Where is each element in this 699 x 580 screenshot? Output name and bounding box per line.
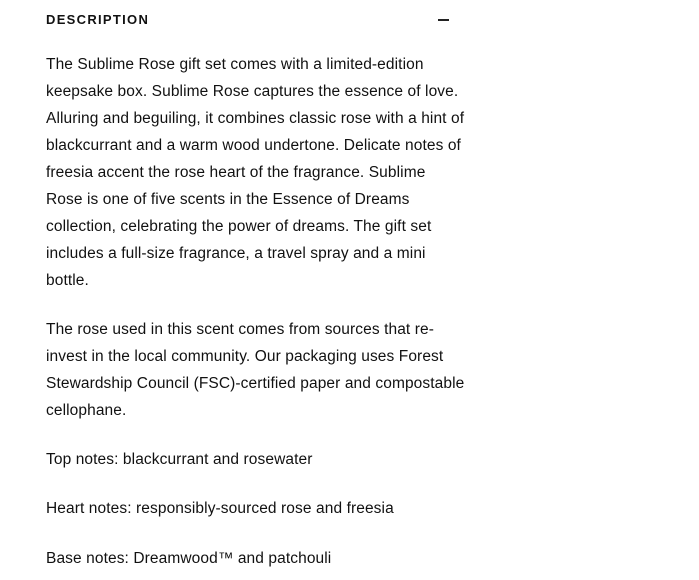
description-title: DESCRIPTION xyxy=(46,11,150,27)
description-paragraph-2: The rose used in this scent comes from sources that re-invest in the local community. Our packaging uses Forest Stewardship Council (FSC)-certified paper and compostable cellophane. xyxy=(46,321,465,419)
minus-icon[interactable] xyxy=(438,15,449,25)
description-section xyxy=(46,0,466,567)
heart-notes-text: Heart notes: responsibly-sourced rose and freesia xyxy=(46,500,394,517)
description-paragraph-1: The Sublime Rose gift set comes with a limited-edition keepsake box. Sublime Rose captures the essence of love. Alluring and beguiling, it combines classic rose with a hint of blackcurrant and a warm wood undertone. Delicate notes of freesia accent the rose heart of the fragrance. Sublime Rose is one of five scents in the Essence of Dreams collection, celebrating the power of dreams. The gift set includes a full-size fragrance, a travel spray and a mini bottle. xyxy=(46,56,465,289)
top-notes-text: Top notes: blackcurrant and rosewater xyxy=(46,451,313,468)
base-notes-text: Base notes: Dreamwood™ and patchouli xyxy=(46,550,332,567)
description-accordion-header[interactable] xyxy=(46,0,449,40)
